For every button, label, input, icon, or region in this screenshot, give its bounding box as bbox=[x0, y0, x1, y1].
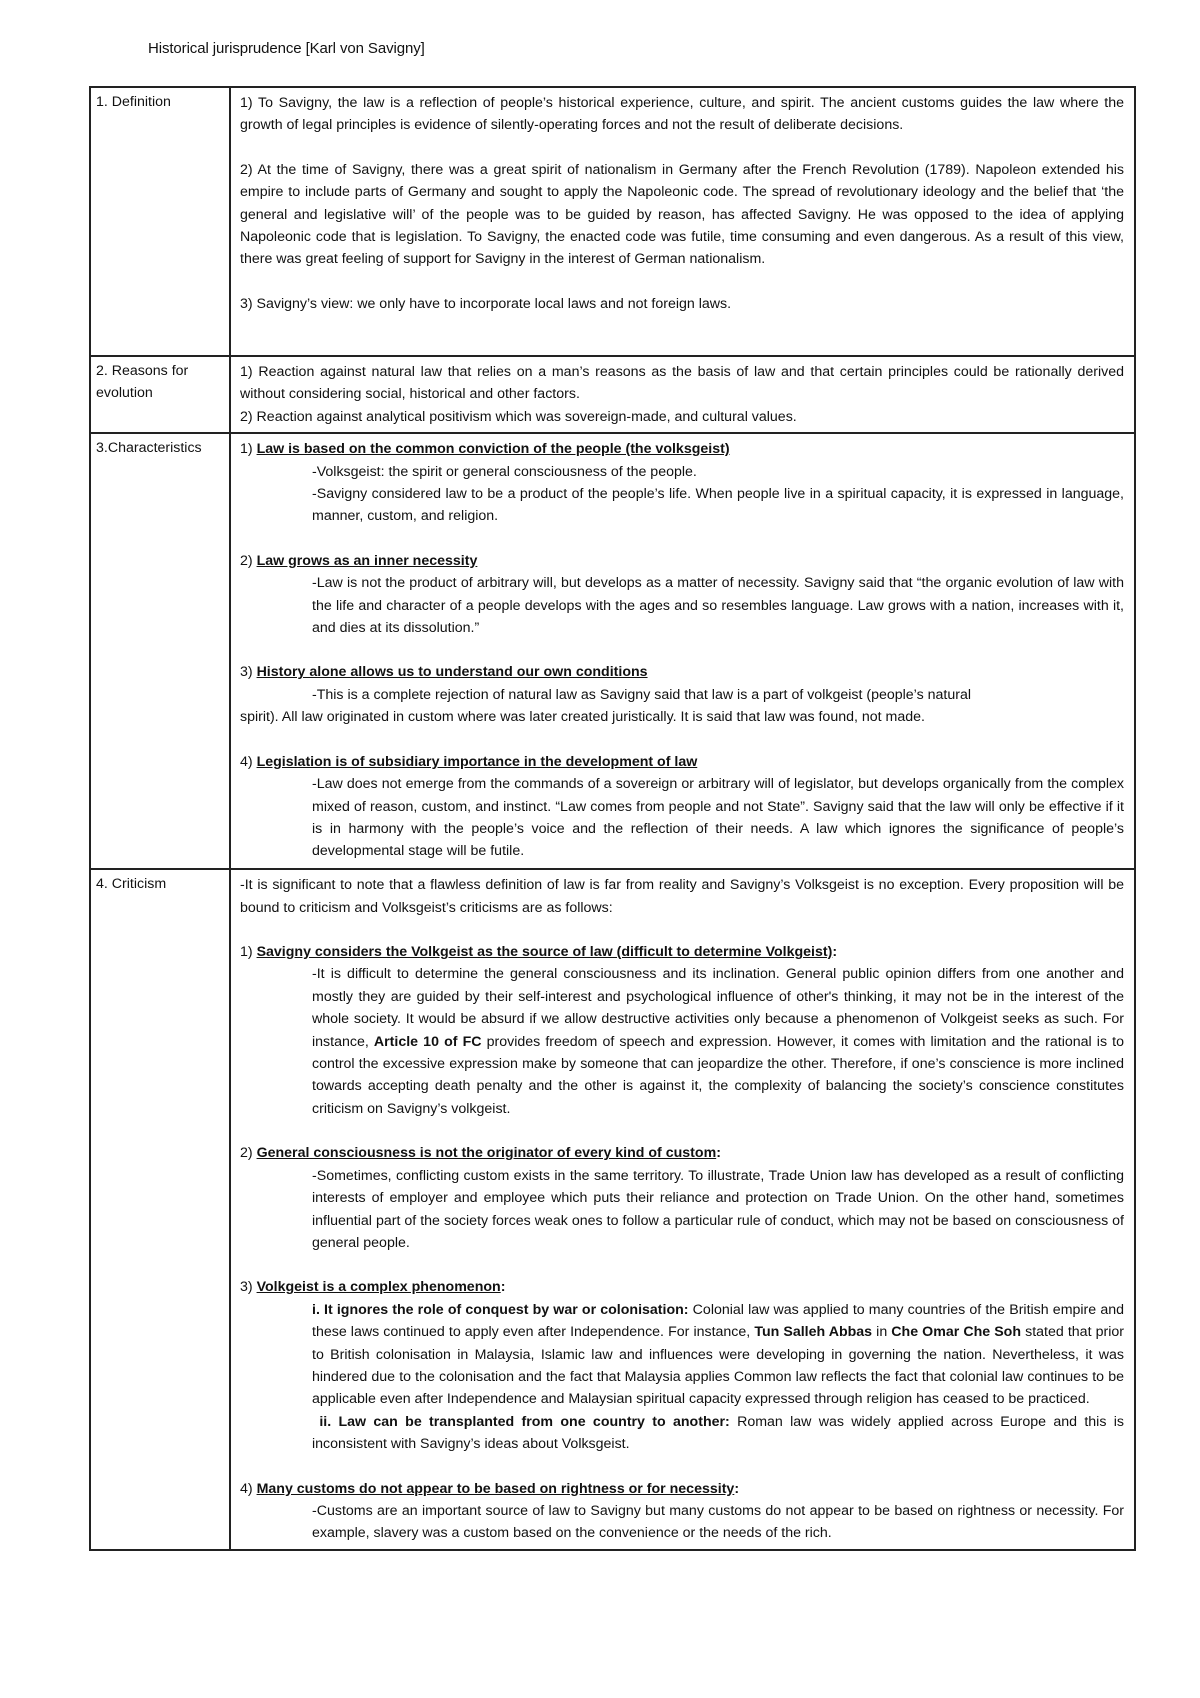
characteristic-heading-3: 3) History alone allows us to understand our own conditions bbox=[240, 664, 648, 681]
criticism-heading-3: 3) Volkgeist is a complex phenomenon: bbox=[240, 1279, 506, 1296]
reason-line-1: 1) Reaction against natural law that relies on a man’s reasons as the basis of law and that certain principles could be rationally derived without considering social, historical and other factors. bbox=[240, 364, 1124, 403]
criticism-heading-1: 1) Savigny considers the Volkgeist as the source of law (difficult to determine Volkgeist): bbox=[240, 944, 838, 961]
document-title: Historical jurisprudence [Karl von Savigny] bbox=[148, 40, 425, 57]
table-row bbox=[90, 87, 1135, 356]
row-label-reasons: 2. Reasons for evolution bbox=[90, 356, 230, 433]
criticism-1-text: -It is difficult to determine the general consciousness and its inclination. General public opinion differs from one another and mostly they are guided by their self-interest and psychological influence of other's thinking, it may not be in the interest of the whole society. It would be absurd if we allow destructive activities only because a phenomenon of Volkgeist seeks as such. For instance, Article 10 of FC provides freedom of speech and expression. However, it comes with limitation and the rational is to control the excessive expression make by someone that can jeopardize the other. Therefore, if one’s conscience is more inclined towards accepting death penalty and the other is against it, the complexity of balancing the society’s conscience constitutes criticism on Savigny’s volkgeist. bbox=[312, 966, 1124, 1117]
definition-content bbox=[230, 87, 1135, 356]
criticism-content bbox=[230, 869, 1135, 1550]
characteristic-heading-4: 4) Legislation is of subsidiary importance in the development of law bbox=[240, 753, 698, 770]
criticism-intro: -It is significant to note that a flawless definition of law is far from reality and Savigny’s Volksgeist is no exception. Every proposition will be bound to criticism and Volksgeist’s criticisms are as follows: bbox=[240, 877, 1124, 916]
case-name: Che Omar Che Soh bbox=[891, 1324, 1022, 1341]
characteristic-1-text-2: -Savigny considered law to be a product of the people’s life. When people live in a spiritual capacity, it is expressed in language, manner, custom, and religion. bbox=[312, 486, 1124, 525]
table-row bbox=[90, 433, 1135, 869]
reasons-content bbox=[230, 356, 1135, 433]
characteristic-3-text-lead: -This is a complete rejection of natural law as Savigny said that law is a part of volkgeist (people’s natural bbox=[312, 686, 971, 703]
characteristic-heading-2: 2) Law grows as an inner necessity bbox=[240, 552, 478, 569]
table-row bbox=[90, 869, 1135, 1550]
row-label-definition: 1. Definition bbox=[90, 87, 230, 356]
definition-paragraph-2: 2) At the time of Savigny, there was a great spirit of nationalism in Germany after the French Revolution (1789). Napoleon extended his empire to include parts of Germany and sought to apply the Napoleonic code. The spread of revolutionary ideology and the belief that ‘the general and legislative will’ of the people was to be guided by reason, has affected Savigny. He was opposed to the idea of applying Napoleonic code that is legislation. To Savigny, the enacted code was futile, time consuming and even dangerous. As a result of this view, there was great feeling of support for Savigny in the interest of German nationalism. bbox=[240, 161, 1124, 268]
characteristic-heading-1: 1) Law is based on the common conviction of the people (the volksgeist) bbox=[240, 441, 730, 458]
characteristic-3-text-cont: spirit). All law originated in custom where was later created juristically. It is said that law was found, not made. bbox=[240, 709, 925, 726]
criticism-3-sub-i: i. It ignores the role of conquest by war or colonisation: Colonial law was applied to many countries of the British empire and these laws continued to apply even after Independence. For instance, Tun Salleh Abbas in Che Omar Che Soh stated that prior to British colonisation in Malaysia, Islamic law and influences were developing in governing the nation. Nevertheless, it was hindered due to the colonisation and the fact that Malaysia applies Common law reflects the fact that colonial law continues to be applicable even after Independence and Malaysian spiritual capacity expressed through religion has ceased to be practiced. bbox=[312, 1301, 1124, 1408]
notes-table bbox=[89, 86, 1136, 1551]
criticism-3-sub-ii: ii. Law can be transplanted from one country to another: Roman law was widely applied across Europe and this is inconsistent with Savigny’s ideas about Volksgeist. bbox=[312, 1413, 1124, 1453]
criticism-4-text: -Customs are an important source of law to Savigny but many customs do not appear to be based on rightness or necessity. For example, slavery was a custom based on the convenience or the needs of the rich. bbox=[312, 1502, 1124, 1542]
article-10-reference: Article 10 of FC bbox=[373, 1033, 482, 1050]
characteristic-1-text-1: -Volksgeist: the spirit or general consciousness of the people. bbox=[312, 463, 697, 480]
judge-name: Tun Salleh Abbas bbox=[754, 1324, 873, 1341]
reason-line-2: 2) Reaction against analytical positivism which was sovereign-made, and cultural values. bbox=[240, 408, 797, 425]
table-row bbox=[90, 356, 1135, 433]
characteristic-2-text: -Law is not the product of arbitrary will, but develops as a matter of necessity. Savigny said that “the organic evolution of law with the life and character of a people develops with the ages and so resembles language. Law grows with a nation, increases with it, and dies at its dissolution.” bbox=[312, 575, 1124, 637]
row-label-characteristics: 3.Characteristics bbox=[90, 433, 230, 869]
definition-paragraph-1: 1) To Savigny, the law is a reflection of people’s historical experience, culture, and spirit. The ancient customs guides the law where the growth of legal principles is evidence of silently-operating forces and not the result of deliberate decisions. bbox=[240, 95, 1124, 134]
characteristic-4-text: -Law does not emerge from the commands of a sovereign or arbitrary will of legislator, but develops organically from the complex mixed of reason, custom, and instinct. “Law comes from people and not State”. Savigny said that the law will only be effective if it is in harmony with the people’s voice and the reflection of their needs. A law which ignores the significance of people’s developmental stage will be futile. bbox=[312, 776, 1124, 860]
definition-paragraph-3: 3) Savigny’s view: we only have to incorporate local laws and not foreign laws. bbox=[240, 295, 732, 312]
criticism-heading-2: 2) General consciousness is not the originator of every kind of custom: bbox=[240, 1145, 721, 1162]
criticism-heading-4: 4) Many customs do not appear to be based on rightness or for necessity: bbox=[240, 1480, 740, 1497]
characteristics-content bbox=[230, 433, 1135, 869]
criticism-2-text: -Sometimes, conflicting custom exists in the same territory. To illustrate, Trade Union law has developed as a result of conflicting interests of employer and employee which puts their reliance and protection on Trade Union. On the other hand, sometimes influential part of the society forces weak ones to follow a particular rule of conduct, which may not be based on consciousness of general people. bbox=[312, 1167, 1124, 1251]
row-label-criticism: 4. Criticism bbox=[90, 869, 230, 1550]
